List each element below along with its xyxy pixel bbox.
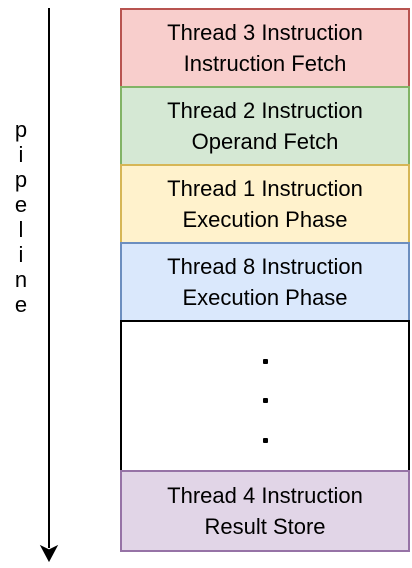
pipeline-letter: p — [14, 167, 28, 192]
pipeline-stage-stack — [120, 8, 410, 552]
pipeline-letter: l — [18, 217, 24, 242]
pipeline-arrow-head — [41, 546, 57, 561]
ellipsis-dot — [263, 398, 268, 403]
stage-thread-4-result-store — [120, 470, 410, 552]
pipeline-letter: e — [14, 192, 28, 217]
stage-phase: Result Store — [204, 514, 326, 539]
pipeline-arrow — [36, 8, 62, 564]
stage-thread-2-operand-fetch — [120, 86, 410, 166]
pipeline-letter: i — [18, 142, 24, 167]
stage-thread-3-instruction-fetch — [120, 8, 410, 88]
stage-phase: Operand Fetch — [191, 129, 339, 154]
pipeline-letter: i — [18, 242, 24, 267]
stage-thread-8-execution-phase — [120, 242, 410, 322]
stage-title: Thread 8 Instruction — [167, 254, 363, 279]
pipeline-letter: p — [14, 117, 28, 142]
stage-title: Thread 2 Instruction — [167, 98, 363, 123]
stage-phase: Execution Phase — [182, 285, 348, 310]
pipeline-letter: e — [14, 292, 28, 317]
stage-thread-1-execution-phase — [120, 164, 410, 244]
pipeline-letter: n — [14, 267, 28, 292]
ellipsis-dot — [263, 359, 268, 364]
stage-phase: Execution Phase — [182, 207, 348, 232]
ellipsis-dot — [263, 438, 268, 443]
stage-title: Thread 4 Instruction — [167, 483, 363, 508]
stage-title: Thread 1 Instruction — [167, 176, 363, 201]
stage-ellipsis — [120, 320, 410, 472]
stage-phase: Instruction Fetch — [183, 51, 347, 76]
pipeline-label — [10, 117, 32, 317]
stage-title: Thread 3 Instruction — [167, 20, 363, 45]
